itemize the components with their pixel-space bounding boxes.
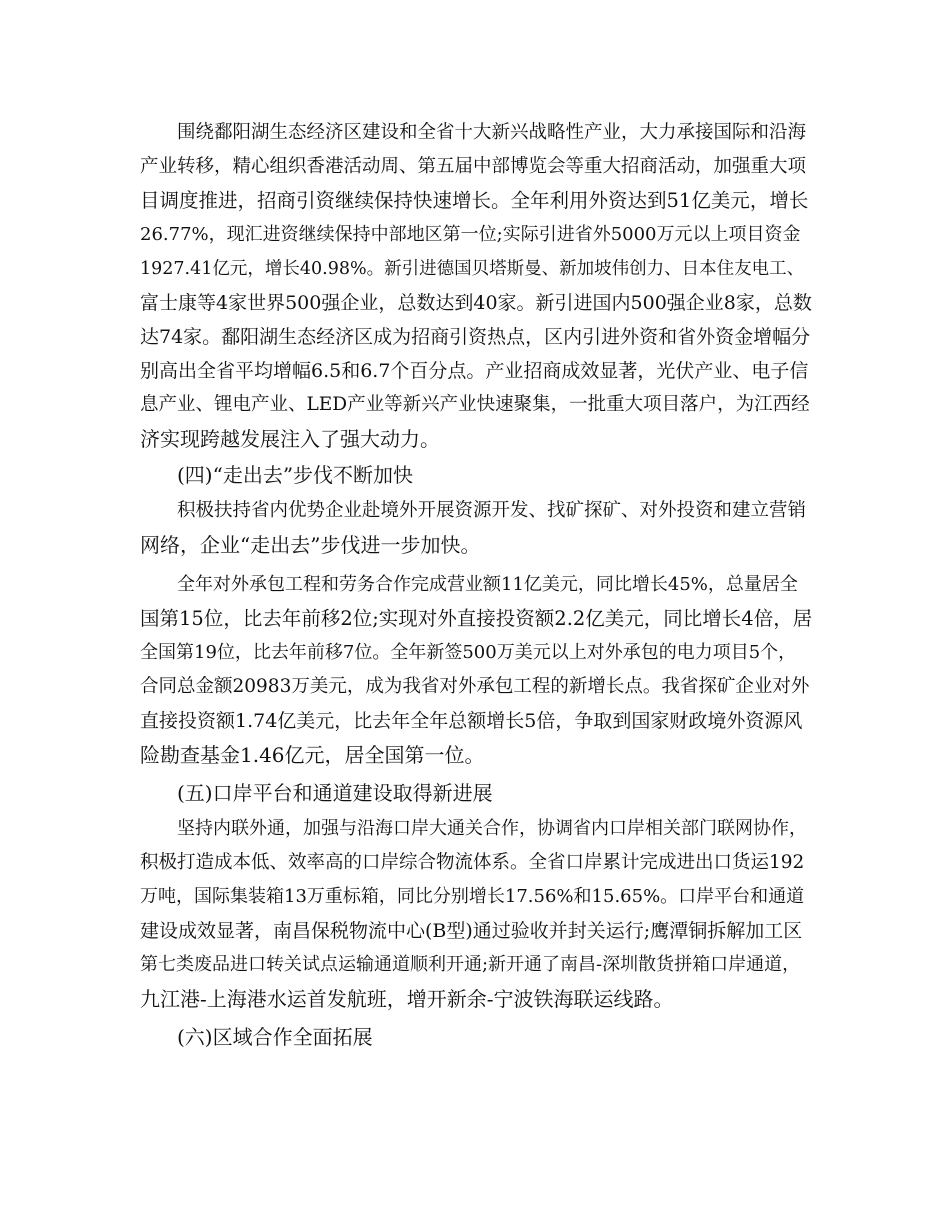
section-heading-5: (五)口岸平台和通道建设取得新进展 [177, 781, 493, 805]
paragraph-1-line-8: 别高出全省平均增幅6.5和6.7个百分点。产业招商成效显著，光伏产业、电子信 [140, 360, 809, 382]
paragraph-1-line-4: 26.77%，现汇进资继续保持中部地区第一位;实际引进省外5000万元以上项目资金 [140, 224, 801, 245]
paragraph-3-line-6: 险勘查基金1.46亿元，居全国第一位。 [140, 743, 485, 767]
paragraph-3-line-1: 全年对外承包工程和劳务合作完成营业额11亿美元，同比增长45%，总量居全 [177, 574, 798, 595]
paragraph-1-line-1: 围绕鄱阳湖生态经济区建设和全省十大新兴战略性产业，大力承接国际和沿海 [177, 122, 807, 143]
paragraph-2-line-1: 积极扶持省内优势企业赴境外开展资源开发、找矿探矿、对外投资和建立营销 [177, 500, 807, 521]
paragraph-3-line-5: 直接投资额1.74亿美元，比去年全年总额增长5倍，争取到国家财政境外资源风 [140, 710, 803, 732]
paragraph-4-line-6: 九江港-上海港水运首发航班，增开新余-宁波铁海联运线路。 [140, 987, 674, 1011]
paragraph-1-line-5: 1927.41亿元，增长40.98%。新引进德国贝塔斯曼、新加坡伟创力、日本住友电工、 [140, 259, 805, 279]
paragraph-1-line-9: 息产业、锂电产业、LED产业等新兴产业快速聚集，一批重大项目落户，为江西经 [140, 394, 810, 415]
paragraph-4-line-1: 坚持内联外通，加强与沿海口岸大通关合作，协调省内口岸相关部门联网协作， [177, 818, 807, 839]
paragraph-1-line-10: 济实现跨越发展注入了强大动力。 [140, 427, 440, 451]
paragraph-4-line-2: 积极打造成本低、效率高的口岸综合物流体系。全省口岸累计完成进出口货运192 [140, 852, 805, 873]
paragraph-1-line-2: 产业转移，精心组织香港活动周、第五届中部博览会等重大招商活动，加强重大项 [140, 156, 807, 177]
paragraph-2-line-2: 网络，企业“走出去”步伐进一步加快。 [140, 533, 481, 557]
paragraph-3-line-2: 国第15位，比去年前移2位;实现对外直接投资额2.2亿美元，同比增长4倍，居 [140, 607, 813, 630]
paragraph-1-line-6: 富士康等4家世界500强企业，总数达到40家。新引进国内500强企业8家，总数 [140, 292, 812, 314]
section-heading-6: (六)区域合作全面拓展 [177, 1025, 373, 1049]
paragraph-3-line-3: 全国第19位，比去年前移7位。全年新签500万美元以上对外承包的电力项目5个， [140, 642, 797, 663]
paragraph-4-line-4: 建设成效显著，南昌保税物流中心(B型)通过验收并封关运行;鹰潭铜拆解加工区 [140, 920, 803, 942]
paragraph-4-line-3: 万吨，国际集装箱13万重标箱，同比分别增长17.56%和15.65%。口岸平台和通道 [140, 886, 805, 907]
paragraph-4-line-5: 第七类废品进口转关试点运输通道顺利开通;新开通了南昌-深圳散货拼箱口岸通道， [140, 954, 801, 975]
section-heading-4: (四)“走出去”步伐不断加快 [177, 463, 414, 487]
paragraph-1-line-7: 达74家。鄱阳湖生态经济区成为招商引资热点，区内引进外资和省外资金增幅分 [140, 326, 811, 348]
paragraph-3-line-4: 合同总金额20983万美元，成为我省对外承包工程的新增长点。我省探矿企业对外 [140, 676, 810, 697]
paragraph-1-line-3: 目调度推进，招商引资继续保持快速增长。全年利用外资达到51亿美元，增长 [140, 189, 809, 212]
